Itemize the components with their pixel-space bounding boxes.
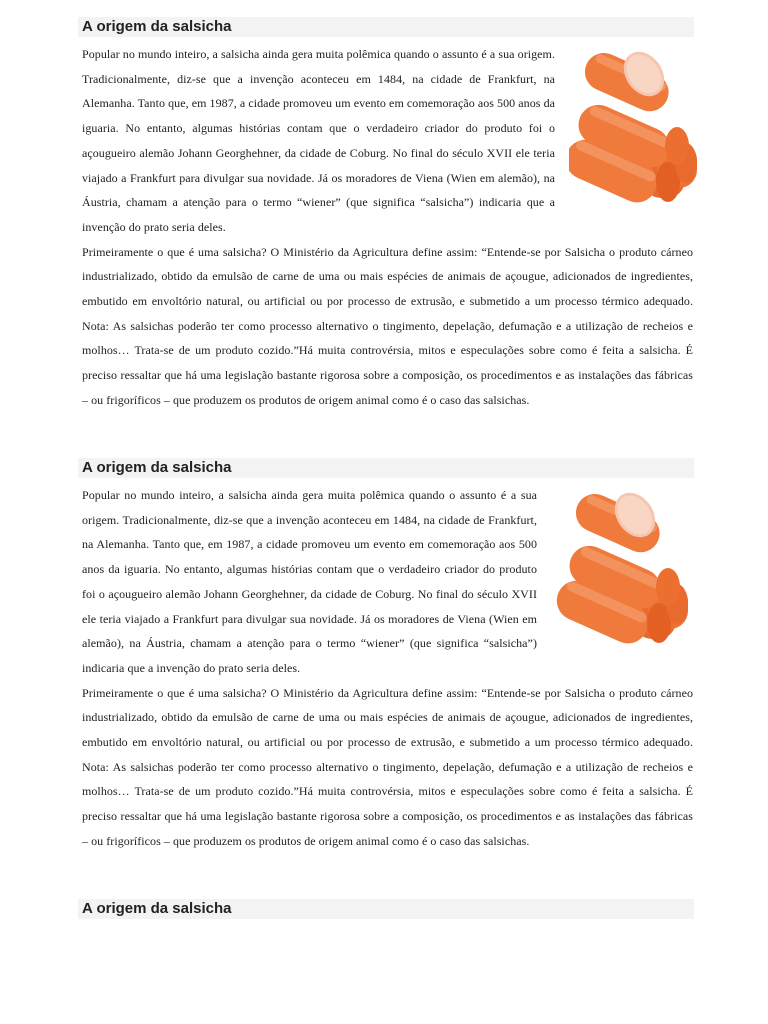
paragraph-origin: Popular no mundo inteiro, a salsicha ainda gera muita polêmica quando o assunto é a sua origem. Tradicionalmente, diz-se que a invenção aconteceu em 1484, na cidade de Frankfurt, na Alemanha. Tanto que, em 1987, a cidade promoveu um evento em comemoração aos 500 anos da iguaria. No entanto, algumas histórias contam que o verdadeiro criador do produto foi o açougueiro alemão Johann Georghehner, da cidade de Coburg. No final do século XVII ele teria viajado a Frankfurt para divulgar sua novidade. Já os moradores de Viena (Wien em alemão), na Áustria, chamam a atenção para o termo “wiener” (que significa “salsicha”) indicaria que a invenção do prato seria deles. [82, 488, 537, 675]
article-section [82, 42, 693, 413]
sausage-image [569, 42, 699, 214]
paragraph-definition: Primeiramente o que é uma salsicha? O Ministério da Agricultura define assim: “Entende-se por Salsicha o produto cárneo industrializado, obtido da emulsão de carne de uma ou mais espécies de animais de açougue, adicionados de ingredientes, embutido em envoltório natural, ou artificial ou por processo de extrusão, e submetido a um processo térmico adequado. Nota: As salsichas poderão ter como processo alternativo o tingimento, depelação, defumação e a utilização de recheios e molhos… Trata-se de um produto cozido.”Há muita controvérsia, mitos e especulações sobre como é feita a salsicha. É preciso ressaltar que há uma legislação bastante rigorosa sobre a composição, os procedimentos e as instalações das fábricas – ou frigoríficos – que produzem os produtos de origem animal como é o caso das salsichas. [82, 685, 693, 848]
sausage-pile-illustration [569, 42, 699, 214]
section-heading: A origem da salsicha [82, 18, 232, 35]
section-heading: A origem da salsicha [82, 459, 232, 476]
paragraph-origin: Popular no mundo inteiro, a salsicha ainda gera muita polêmica quando o assunto é a sua origem. Tradicionalmente, diz-se que a invenção aconteceu em 1484, na cidade de Frankfurt, na Alemanha. Tanto que, em 1987, a cidade promoveu um evento em comemoração aos 500 anos da iguaria. No entanto, algumas histórias contam que o verdadeiro criador do produto foi o açougueiro alemão Johann Georghehner, da cidade de Coburg. No final do século XVII ele teria viajado a Frankfurt para divulgar sua novidade. Já os moradores de Viena (Wien em alemão), na Áustria, chamam a atenção para o termo “wiener” (que significa “salsicha”) indicaria que a invenção do prato seria deles. [82, 47, 555, 234]
sausage-pile [551, 485, 688, 650]
article-section [82, 483, 693, 854]
sausage-pile-illustration [551, 483, 699, 655]
paragraph-definition: Primeiramente o que é uma salsicha? O Ministério da Agricultura define assim: “Entende-se por Salsicha o produto cárneo industrializado, obtido da emulsão de carne de uma ou mais espécies de animais de açougue, adicionados de ingredientes, embutido em envoltório natural, ou artificial ou por processo de extrusão, e submetido a um processo térmico adequado. Nota: As salsichas poderão ter como processo alternativo o tingimento, depelação, defumação e a utilização de recheios e molhos… Trata-se de um produto cozido.”Há muita controvérsia, mitos e especulações sobre como é feita a salsicha. É preciso ressaltar que há uma legislação bastante rigorosa sobre a composição, os procedimentos e as instalações das fábricas – ou frigoríficos – que produzem os produtos de origem animal como é o caso das salsichas. [82, 244, 693, 407]
sausage-pile [569, 44, 697, 209]
section-heading: A origem da salsicha [82, 900, 232, 917]
sausage-image [551, 483, 699, 655]
